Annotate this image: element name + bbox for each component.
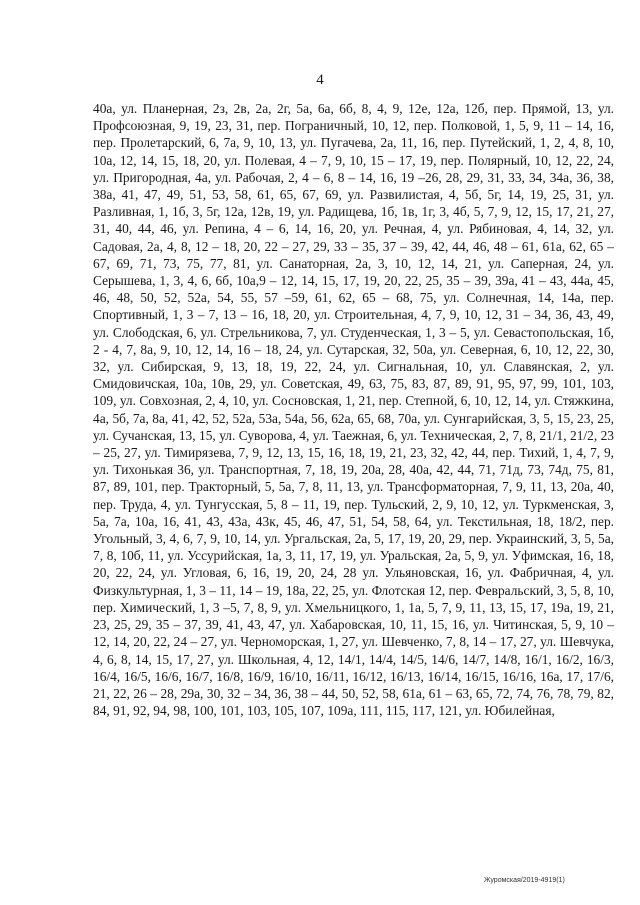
page-number: 4 (316, 72, 324, 88)
document-footer-reference: Журомская/2019-4919(1) (484, 877, 565, 884)
address-list-paragraph: 40а, ул. Планерная, 2з, 2в, 2а, 2г, 5а, 6а, 6б, 8, 4, 9, 12е, 12а, 12б, пер. Прямой, 13, ул. Профсоюзная, 9, 19, 23, 31, пер. Пограничный, 10, 12, пер. Полковой, 1, 5, 9, 11 – 14, 16, пер. Пролетарский, 6, 7а, 9, 10, 13, ул. Пугачева, 2а, 11, 16, пер. Путейский, 1, 2, 4, 8, 10, 10а, 12, 14, 15, 18, 20, ул. Полевая, 4 – 7, 9, 10, 15 – 17, 19, пер. Полярный, 10, 12, 22, 24, ул. Пригородная, 4а, ул. Рабочая, 2, 4 – 6, 8 – 14, 16, 19 –26, 28, 29, 31, 33, 34, 34а, 36, 38, 38а, 41, 47, 49, 51, 53, 58, 61, 65, 67, 69, ул. Развилистая, 4, 5б, 5г, 14, 19, 25, 31, ул. Разливная, 1, 1б, 3, 5г, 12а, 12в, 19, ул. Радищева, 1б, 1в, 1г, 3, 4б, 5, 7, 9, 12, 15, 17, 21, 27, 31, 40, 44, 46, ул. Репина, 4 – 6, 14, 16, 20, ул. Речная, 4, ул. Рябиновая, 4, 14, 32, ул. Садовая, 2а, 4, 8, 12 – 18, 20, 22 – 27, 29, 33 – 35, 37 – 39, 42, 44, 46, 48 – 61, 61а, 62, 65 – 67, 69, 71, 73, 75, 77, 81, ул. Санаторная, 2а, 3, 10, 12, 14, 21, ул. Саперная, 24, ул. Серышева, 1, 3, 4, 6, 6б, 10а,9 – 12, 14, 15, 17, 19, 20, 22, 25, 35 – 39, 39а, 41 – 43, 44а, 45, 46, 48, 50, 52, 52а, 54, 55, 57 –59, 61, 62, 65 – 68, 75, ул. Солнечная, 14, 14а, пер. Спортивный, 1, 3 – 7, 13 – 16, 18, 20, ул. Строительная, 4, 7, 9, 10, 12, 31 – 34, 36, 43, 49, ул. Слободская, 6, ул. Стрельникова, 7, ул. Студенческая, 1, 3 – 5, ул. Севастопольская, 1б, 2 - 4, 7, 8а, 9, 10, 12, 14, 16 – 18, 24, ул. Сутарская, 32, 50а, ул. Северная, 6, 10, 12, 22, 30, 32, ул. Сибирская, 9, 13, 18, 19, 22, 24, ул. Сигнальная, 10, ул. Славянская, 2, ул. Смидовичская, 10а, 10в, 29, ул. Советская, 49, 63, 75, 83, 87, 89, 91, 95, 97, 99, 101, 103, 109, ул. Совхозная, 2, 4, 10, ул. Сосновская, 1, 21, пер. Степной, 6, 10, 12, 14, ул. Стяжкина, 4а, 5б, 7а, 8а, 41, 42, 52, 52а, 53а, 54а, 56, 62а, 65, 68, 70а, ул. Сунгарийская, 3, 5, 15, 23, 25, ул. Сучанская, 13, 15, ул. Суворова, 4, ул. Таежная, 6, ул. Техническая, 2, 7, 8, 21/1, 21/2, 23 – 25, 27, ул. Тимирязева, 7, 9, 12, 13, 15, 16, 18, 19, 21, 23, 32, 42, 44, пер. Тихий, 1, 4, 7, 9, ул. Тихонькая 36, ул. Транспортная, 7, 18, 19, 20а, 28, 40а, 42, 44, 71, 71д, 73, 74д, 75, 81, 87, 89, 101, пер. Тракторный, 5, 5а, 7, 8, 11, 13, ул. Трансформаторная, 7, 9, 11, 13, 20а, 40, пер. Труда, 4, ул. Тунгусская, 5, 8 – 11, 19, пер. Тульский, 2, 9, 10, 12, ул. Туркменская, 3, 5а, 7а, 10а, 16, 41, 43, 43а, 43к, 45, 46, 47, 51, 54, 58, 64, ул. Текстильная, 18, 18/2, пер. Угольный, 3, 4, 6, 7, 9, 10, 14, ул. Ургальская, 2а, 5, 17, 19, 20, 29, пер. Украинский, 3, 5, 5а, 7, 8, 10б, 11, ул. Уссурийская, 1а, 3, 11, 17, 19, ул. Уральская, 2а, 5, 9, ул. Уфимская, 16, 18, 20, 22, 24, ул. Угловая, 6, 16, 19, 20, 24, 28 ул. Ульяновская, 16, ул. Фабричная, 4, ул. Физкультурная, 1, 3 – 11, 14 – 19, 18а, 22, 25, ул. Флотская 12, пер. Февральский, 3, 5, 8, 10, пер. Химический, 1, 3 –5, 7, 8, 9, ул. Хмельницкого, 1, 1а, 5, 7, 9, 11, 13, 15, 17, 19а, 19, 21, 23, 25, 29, 35 – 37, 39, 41, 43, 47, ул. Хабаровская, 10, 11, 15, 16, ул. Читинская, 5, 9, 10 – 12, 14, 20, 22, 24 – 27, ул. Черноморская, 1, 27, ул. Шевченко, 7, 8, 14 – 17, 27, ул. Шевчука, 4, 6, 8, 14, 15, 17, 27, ул. Школьная, 4, 12, 14/1, 14/4, 14/5, 14/6, 14/7, 14/8, 16/1, 16/2, 16/3, 16/4, 16/5, 16/6, 16/7, 16/8, 16/9, 16/10, 16/11, 16/12, 16/13, 16/14, 16/15, 16/16, 16а, 17, 17/6, 21, 22, 26 – 28, 29а, 30, 32 – 34, 36, 38 – 44, 50, 52, 58, 61а, 61 – 63, 65, 72, 74, 76, 78, 79, 82, 84, 91, 92, 94, 98, 100, 101, 103, 105, 107, 109а, 111, 115, 117, 121, ул. Юбилейная, (93, 101, 614, 719)
